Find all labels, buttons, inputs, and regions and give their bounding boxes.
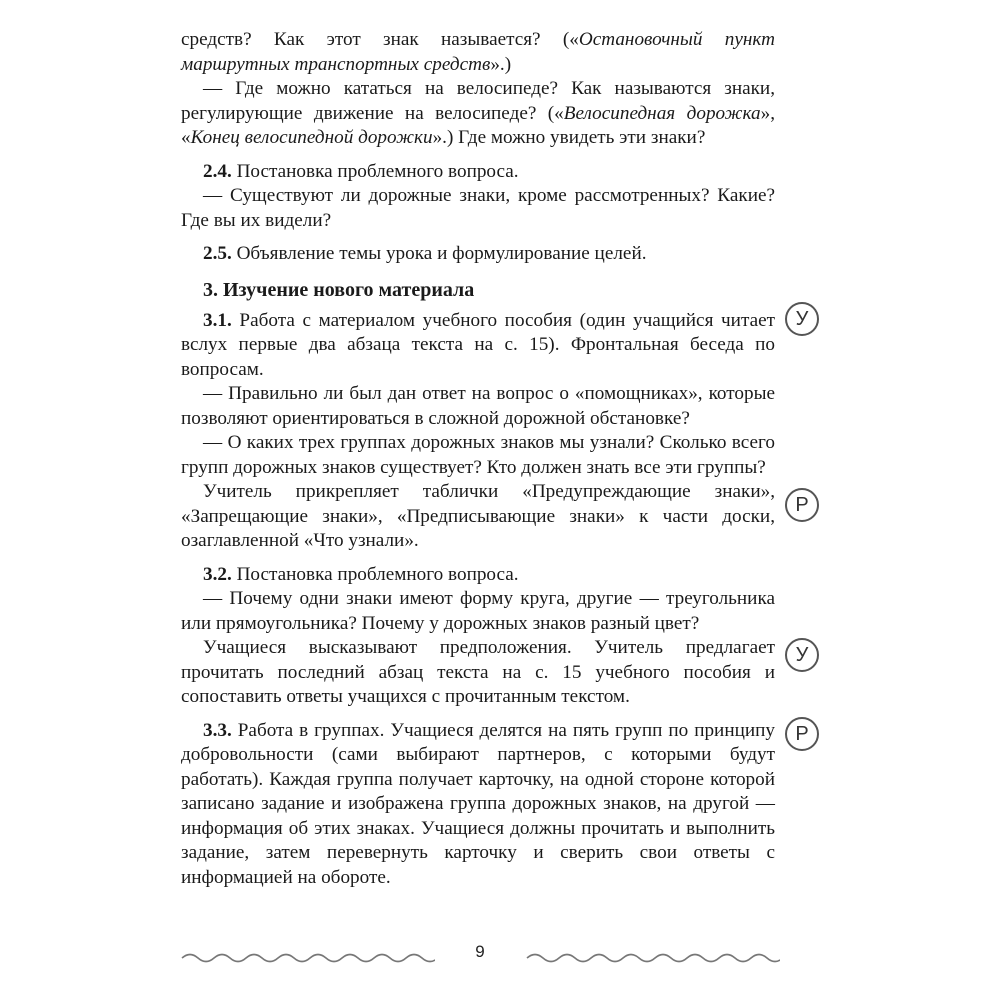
section-3-2 — [181, 563, 775, 588]
italic-sign-name: Остановочный пункт маршрутных транспортных средств — [181, 29, 775, 75]
text-run: ».) — [490, 53, 512, 75]
text-run: ».) Где можно увидеть эти знаки? — [432, 127, 706, 148]
section-number: 3.1. — [203, 309, 232, 331]
italic-sign-name: Велосипедная дорожка — [563, 102, 761, 124]
text-run: Работа с материалом учебного пособия (один учащийся читает вслух первые два абзаца текста на с. 15). Фронтальная беседа по вопросам. — [181, 309, 775, 380]
margin-marker-r: Р — [785, 717, 819, 751]
page-body — [181, 28, 775, 890]
paragraph-continuation — [181, 28, 775, 77]
section-3-1 — [181, 309, 775, 383]
section-3-1-paragraph: Учитель прикрепляет таблички «Предупреждающие знаки», «Запрещающие знаки», «Предписывающие знаки» к части доски, озаглавленной «Что узнали». — [181, 481, 775, 551]
section-2-5 — [181, 242, 775, 267]
text-run: », « — [181, 102, 775, 148]
section-number: 2.5. — [203, 243, 232, 264]
section-heading: 3. Изучение нового материала — [203, 278, 475, 301]
section-2-4 — [181, 160, 775, 185]
text-run: Объявление темы урока и формулирование целей. — [231, 243, 647, 264]
italic-sign-name: Конец велосипедной дорожки — [190, 127, 433, 148]
section-3-1-question-1: — Правильно ли был дан ответ на вопрос о «помощниках», которые позволяют ориентироваться в сложной дорожной обстановке? — [181, 383, 775, 429]
paragraph-bicycle-question — [181, 77, 775, 151]
section-2-4-question: — Существуют ли дорожные знаки, кроме рассмотренных? Какие? Где вы их видели? — [181, 185, 775, 231]
page-number: 9 — [475, 942, 485, 961]
section-3-2-question: — Почему одни знаки имеют форму круга, другие — треугольника или прямоугольника? Почему у дорожных знаков разный цвет? — [181, 588, 775, 634]
text-run: Постановка проблемного вопроса. — [231, 160, 519, 182]
text-run: Постановка проблемного вопроса. — [231, 563, 519, 585]
section-3-3 — [181, 719, 775, 891]
section-number: 2.4. — [203, 160, 232, 182]
margin-marker-r: Р — [785, 488, 819, 522]
section-3-1-question-2: — О каких трех группах дорожных знаков мы узнали? Сколько всего групп дорожных знаков существует? Кто должен знать все эти группы? — [181, 432, 775, 478]
text-run: — Где можно кататься на велосипеде? Как называются знаки, регулирующие движение на велосипеде? (« — [181, 78, 775, 124]
section-number: 3.3. — [203, 719, 232, 741]
margin-marker-u: У — [785, 638, 819, 672]
margin-marker-u: У — [785, 302, 819, 336]
text-run: Работа в группах. Учащиеся делятся на пять групп по принципу добровольности (сами выбирают партнеров, с которыми будут работать). Каждая группа получает карточку, на одной стороне которой записано задание и изображена группа дорожных знаков, на другой — информация об этих знаках. Учащиеся должны прочитать и выполнить задание, затем перевернуть карточку и сверить свои ответы с информацией на обороте. — [181, 719, 775, 888]
page-footer — [180, 942, 780, 972]
wave-ornament-right — [525, 952, 780, 964]
section-number: 3.2. — [203, 563, 232, 585]
section-3-2-paragraph: Учащиеся высказывают предположения. Учитель предлагает прочитать последний абзац текста на с. 15 учебного пособия и сопоставить ответы учащихся с прочитанным текстом. — [181, 637, 775, 707]
text-run: средств? Как этот знак называется? (« — [181, 29, 579, 50]
